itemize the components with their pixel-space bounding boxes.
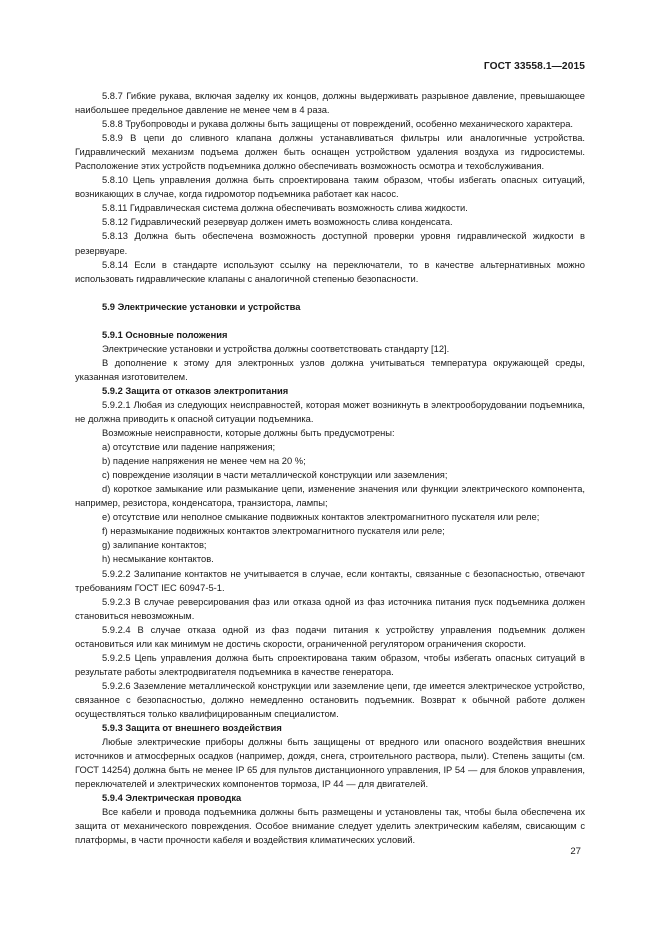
paragraph: 5.8.10 Цепь управления должна быть спроектирована таким образом, чтобы избегать опасных ситуаций, возникающих в случае, когда гидромотор подъемника работает как насос.: [75, 175, 585, 200]
paragraph: Любые электрические приборы должны быть защищены от вредного или опасного воздействия внешних источников и атмосферных осадков (например, дождя, снега, строительного раствора, пыли). Степень защиты (см. ГОСТ 14254) должна быть не менее IP 65 для пультов дистанционного управления, IP 54 — для блоков управления, переключателей и электрических компонентов тормоза, IP 44 — для двигателей.: [75, 737, 585, 790]
paragraph: Все кабели и провода подъемника должны быть размещены и установлены так, чтобы была обеспечена их защита от механического повреждения. Особое внимание следует уделить электрическим кабелям, свисающим с платформы, в части прочности кабеля и воздействия климатических условий.: [75, 807, 585, 846]
paragraph: 5.8.14 Если в стандарте используют ссылку на переключатели, то в качестве альтернативных можно использовать гидравлические клапаны с аналогичной степенью безопасности.: [75, 259, 585, 284]
section-spacer: [75, 286, 585, 300]
section-heading: 5.9 Электрические установки и устройства: [102, 301, 301, 312]
paragraph: 5.9.2.5 Цепь управления должна быть спроектирована таким образом, чтобы избегать опасных ситуаций в результате работы электродвигателя подъемника в качестве генератора.: [75, 652, 585, 677]
paragraph: 5.9.2.4 В случае отказа одной из фаз подачи питания к устройству управления подъемник должен остановиться или как минимум не достичь скорости, ограниченной регулятором ограничения скорости.: [75, 624, 585, 649]
paragraph: 5.8.12 Гидравлический резервуар должен иметь возможность слива конденсата.: [102, 217, 453, 228]
paragraph: 5.9.2.1 Любая из следующих неисправностей, которая может возникнуть в электрооборудовании подъемника, не должна приводить к опасной ситуации подъемника.: [75, 399, 585, 424]
section-spacer: [75, 314, 585, 328]
paragraph: 5.8.11 Гидравлическая система должна обеспечивать возможность слива жидкости.: [102, 203, 468, 214]
paragraph: 5.9.2.3 В случае реверсирования фаз или отказа одной из фаз источника питания пуск подъемника должен становиться невозможным.: [75, 596, 585, 621]
section-heading: 5.9.1 Основные положения: [102, 329, 228, 340]
section-heading: 5.9.3 Защита от внешнего воздействия: [102, 723, 282, 734]
paragraph: e) отсутствие или неполное смыкание подвижных контактов электромагнитного пускателя или реле;: [102, 512, 540, 523]
paragraph: h) несмыкание контактов.: [102, 554, 214, 565]
paragraph: 5.8.9 В цепи до сливного клапана должны устанавливаться фильтры или аналогичные устройства. Гидравлический механизм подъема должен быть оснащен устройством удаления воздуха из гидросистемы. Расположение этих устройств подъемника должно обеспечивать возможность осмотра и техобслуживания.: [75, 133, 585, 172]
document-body: [75, 89, 585, 847]
paragraph: В дополнение к этому для электронных узлов должна учитываться температура окружающей среды, указанная изготовителем.: [75, 357, 585, 382]
paragraph: a) отсутствие или падение напряжения;: [102, 442, 276, 453]
section-heading: 5.9.2 Защита от отказов электропитания: [102, 385, 289, 396]
paragraph: Электрические установки и устройства должны соответствовать стандарту [12].: [102, 343, 450, 354]
paragraph: c) повреждение изоляции в части металлической конструкции или заземления;: [102, 470, 448, 481]
paragraph: 5.9.2.2 Залипание контактов не учитывается в случае, если контакты, связанные с безопасностью, отвечают требованиям ГОСТ IEC 60947-5-1.: [75, 568, 585, 593]
paragraph: Возможные неисправности, которые должны быть предусмотрены:: [102, 428, 395, 439]
paragraph: f) неразмыкание подвижных контактов электромагнитного пускателя или реле;: [102, 526, 445, 537]
page-number: 27: [570, 846, 581, 857]
document-code: ГОСТ 33558.1—2015: [483, 61, 585, 72]
paragraph: b) падение напряжения не менее чем на 20 %;: [102, 456, 306, 467]
paragraph: 5.8.8 Трубопроводы и рукава должны быть защищены от повреждений, особенно механического характера.: [102, 119, 574, 130]
paragraph: 5.8.13 Должна быть обеспечена возможность доступной проверки уровня гидравлической жидкости в резервуаре.: [75, 231, 585, 256]
paragraph: 5.9.2.6 Заземление металлической конструкции или заземление цепи, где имеется электрическое устройство, связанное с безопасностью, должно немедленно остановить подъемник. Возврат к обычной работе должен осуществляться только квалифицированным специалистом.: [75, 680, 585, 719]
paragraph: d) короткое замыкание или размыкание цепи, изменение значения или функции электрического компонента, например, резистора, конденсатора, транзистора, лампы;: [75, 484, 585, 509]
section-heading: 5.9.4 Электрическая проводка: [102, 793, 242, 804]
paragraph: g) залипание контактов;: [102, 540, 207, 551]
paragraph: 5.8.7 Гибкие рукава, включая заделку их концов, должны выдерживать разрывное давление, превышающее наибольшее предельное давление не менее чем в 4 раза.: [75, 91, 585, 116]
